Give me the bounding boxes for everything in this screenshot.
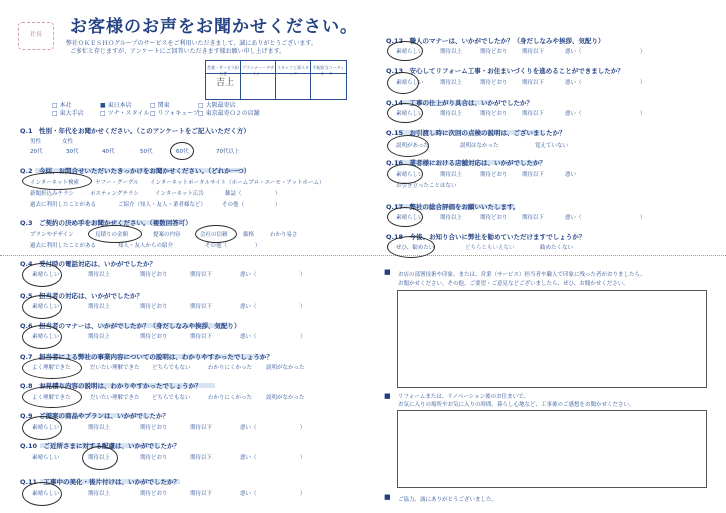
page-fold-line xyxy=(0,255,726,256)
rating-opt[interactable]: 悪い（ xyxy=(565,49,582,55)
handwritten-circle xyxy=(387,164,423,184)
q2-option-close: ） xyxy=(275,191,281,197)
handwritten-circle xyxy=(22,416,62,440)
q15-opt[interactable]: 説明はなかった xyxy=(460,143,499,149)
q1-age[interactable]: 70代以上 xyxy=(216,149,240,155)
handwritten-circle xyxy=(22,325,62,349)
handwritten-circle xyxy=(387,236,435,258)
comment2-bullet: ■ xyxy=(384,392,391,400)
q16-opt[interactable]: お引き立ったことはない xyxy=(396,183,457,189)
rating-opt[interactable]: 素晴らしい xyxy=(32,455,60,461)
rating-opt[interactable]: 悪い（ xyxy=(565,111,582,117)
rating-opt[interactable]: 期待どおり xyxy=(480,111,508,117)
staff-cell xyxy=(311,61,346,99)
q2-option[interactable]: 過去に利用したことがある xyxy=(30,202,97,208)
q8-label: Q.8 お見積り内容の説明は、わかりやすかったでしょうか？ xyxy=(20,382,202,390)
rating-opt[interactable]: 素晴らしい xyxy=(32,491,60,497)
rating-opt[interactable]: 期待以下 xyxy=(522,111,545,117)
rating-opt[interactable]: 期待どおり xyxy=(140,304,168,310)
rating-close: ） xyxy=(640,215,646,221)
q2-option[interactable]: 新聞折込みチラシ xyxy=(30,191,75,197)
rating-opt[interactable]: 素晴らしい xyxy=(396,80,424,86)
rating-opt[interactable]: 期待どおり xyxy=(480,215,508,221)
handwritten-circle xyxy=(170,142,194,160)
rating-opt[interactable]: 素晴らしい xyxy=(396,111,424,117)
q2-option[interactable]: ポスティングチラシ xyxy=(90,191,139,197)
q16-opt[interactable]: 期待どおり xyxy=(480,172,508,178)
handwritten-circle xyxy=(387,72,419,94)
q1-age[interactable]: 20代 xyxy=(30,149,43,155)
rating-close: ） xyxy=(300,272,306,278)
staff-col-label: 手配担当コーディネーター xyxy=(312,65,345,76)
q16-label: Q.16 業者様における店舗対応は、いかがでしたか？ xyxy=(386,159,547,167)
rating-opt[interactable]: 期待以上 xyxy=(88,491,111,497)
comment1-bullet: ■ xyxy=(384,268,391,276)
staff-cell xyxy=(276,61,311,99)
rating-opt[interactable]: 期待以上 xyxy=(88,425,111,431)
corner-stamp: 社長 xyxy=(18,22,54,50)
rating-opt[interactable]: 期待どおり xyxy=(140,425,168,431)
comment1-textarea[interactable] xyxy=(397,290,707,388)
rating-opt[interactable]: 期待以下 xyxy=(190,334,213,340)
q14-label: Q.14 工事の仕上がり具合は、いかがでしたか？ xyxy=(386,99,534,107)
rating-opt[interactable]: 期待どおり xyxy=(140,455,168,461)
handwritten-circle xyxy=(22,357,82,379)
rating-opt[interactable]: 悪い（ xyxy=(240,272,257,278)
q18-opt[interactable]: どちらともいえない xyxy=(465,245,515,251)
rating-opt[interactable]: 素晴らしい xyxy=(32,425,60,431)
q18-label: Q.18 今後、お知り合いに弊社を勧めていただけますでしょうか？ xyxy=(386,233,586,241)
rating-opt[interactable]: 期待以下 xyxy=(190,455,213,461)
clarity-opt[interactable]: 説明がなかった xyxy=(266,365,305,371)
q3-option[interactable]: プランやデザイン xyxy=(30,232,74,238)
rating-opt[interactable]: 期待以上 xyxy=(88,272,111,278)
rating-opt[interactable]: 期待どおり xyxy=(140,491,168,497)
staff-grid xyxy=(205,60,347,100)
q1-age[interactable]: 50代 xyxy=(140,149,153,155)
rating-opt[interactable]: 期待以下 xyxy=(522,49,545,55)
q1-gender-female[interactable]: 女性 xyxy=(62,139,74,145)
handwritten-circle xyxy=(22,386,82,408)
rating-opt[interactable]: 素晴らしい xyxy=(32,334,60,340)
q1-age[interactable]: 40代 xyxy=(102,149,115,155)
clarity-opt[interactable]: だいたい理解できた xyxy=(90,365,140,371)
clarity-opt[interactable]: どちらでもない xyxy=(152,365,191,371)
q2-option[interactable]: インターネットポータルサイト（ホームプロ・スーモ・アットホーム） xyxy=(150,180,325,186)
q3-option[interactable]: 提案の内容 xyxy=(153,232,181,238)
q2-label: Q.2 今回、お問合せいただいたきっかけをお聞かせください。（どれか一つ） xyxy=(20,167,251,175)
comment1-line2: お聞かせください。その他、ご要望・ご意見などございましたら、ぜひ、お聞かせください。 xyxy=(398,281,629,287)
rating-opt[interactable]: 期待以上 xyxy=(440,215,463,221)
comment2-textarea[interactable] xyxy=(397,410,707,488)
rating-opt[interactable]: 悪い（ xyxy=(240,491,257,497)
q7-label: Q.7 担当者による弊社の事業内容についての説明は、わかりやすかったでしょうか？ xyxy=(20,353,273,361)
rating-opt[interactable]: 期待以下 xyxy=(522,80,545,86)
q2-option[interactable]: ご紹介（知人・友人・業者様など） xyxy=(118,202,207,208)
rating-opt[interactable]: 期待以下 xyxy=(190,304,213,310)
q1-label: Q.1 性別・年代をお聞かせください。（このアンケートをご記入いただく方） xyxy=(20,127,250,135)
rating-opt[interactable]: 期待以下 xyxy=(190,425,213,431)
handwritten-circle xyxy=(22,295,62,319)
rating-opt[interactable]: 悪い（ xyxy=(565,80,582,86)
intro-line-2: ご多忙と存じますが、アンケートにご回答いただきます様お願い申し上げます。 xyxy=(70,48,286,55)
staff-cell xyxy=(241,61,276,99)
clarity-opt[interactable]: わかりにくかった xyxy=(208,395,253,401)
rating-close: ） xyxy=(640,80,646,86)
q1-age[interactable]: 60代 xyxy=(176,149,189,155)
handwritten-staff-name: 吉上 xyxy=(216,78,235,88)
rating-close: ） xyxy=(640,49,646,55)
area-check[interactable]: □ 東大手店 xyxy=(52,110,84,117)
clarity-opt[interactable]: 説明がなかった xyxy=(266,395,305,401)
handwritten-circle xyxy=(195,225,237,243)
q15-label: Q.15 お引渡し時に次回の点検の説明は、ございましたか？ xyxy=(386,129,566,137)
handwritten-circle xyxy=(22,263,62,287)
rating-close: ） xyxy=(300,304,306,310)
area-check[interactable]: □ 東京最寄Ｏ２の店舗 xyxy=(198,110,260,117)
q13-label: Q.13 安心してリフォーム工事・お住まいづくりを進めることができましたか？ xyxy=(386,67,624,75)
comment2-line1: リフォームまたは、リノベーション後のお住まいで、 xyxy=(398,394,529,400)
rating-opt[interactable]: 素晴らしい xyxy=(396,215,424,221)
rating-opt[interactable]: 期待以上 xyxy=(88,455,111,461)
page-title: お客様のお声をお聞かせください。 xyxy=(70,17,358,37)
q18-opt[interactable]: ぜひ、勧めたい xyxy=(396,245,435,251)
q3-option[interactable]: 見積りの金額 xyxy=(95,232,129,238)
rating-opt[interactable]: 素晴らしい xyxy=(32,304,60,310)
rating-close: ） xyxy=(300,425,306,431)
rating-opt[interactable]: 期待以下 xyxy=(190,272,213,278)
staff-cell xyxy=(206,61,241,99)
q1-gender-male[interactable]: 男性 xyxy=(30,139,42,145)
rating-opt[interactable]: 素晴らしい xyxy=(32,272,60,278)
rating-opt[interactable]: 期待以下 xyxy=(522,215,545,221)
rating-close: ） xyxy=(300,455,306,461)
q10-label: Q.10 ご近所さまに対する配慮は、いかがでしたか？ xyxy=(20,442,181,450)
q3-option[interactable]: 価格 xyxy=(243,232,255,238)
comment2-line2: お気に入りの場所やお気に入りの時間、暮らし心地など、工事後のご感想をお聞かせください。 xyxy=(398,402,635,408)
q12-label: Q.12 職人のマナーは、いかがでしたか？（身だしなみや挨拶、気配り） xyxy=(386,37,605,45)
rating-opt[interactable]: 悪い（ xyxy=(565,215,582,221)
intro-line-1: 弊社ＯＫＥＳＨＯグループのサービスをご利用いただきまして、誠にありがとうございます。 xyxy=(66,40,317,47)
q5-label: Q.5 担当者の対応は、いかがでしたか？ xyxy=(20,292,144,300)
rating-opt[interactable]: 悪い（ xyxy=(240,334,257,340)
handwritten-circle xyxy=(387,103,423,123)
clarity-opt[interactable]: だいたい理解できた xyxy=(90,395,140,401)
q3-option[interactable]: その他（ xyxy=(205,243,228,249)
rating-opt[interactable]: 悪い（ xyxy=(240,304,257,310)
q3-option[interactable]: わかり易さ xyxy=(270,232,298,238)
rating-close: ） xyxy=(300,491,306,497)
rating-opt[interactable]: 期待どおり xyxy=(480,80,508,86)
clarity-opt[interactable]: どちらでもない xyxy=(152,395,191,401)
area-check[interactable]: □ 関東 xyxy=(150,102,170,109)
handwritten-circle xyxy=(88,225,142,243)
q15-opt[interactable]: 覚えていない xyxy=(535,143,569,149)
q16-opt[interactable]: 悪い xyxy=(565,172,577,178)
clarity-opt[interactable]: よく理解できた xyxy=(32,365,71,371)
q2-option[interactable]: インターネット検索 xyxy=(30,180,80,186)
q17-label: Q.17 弊社の総合評価をお願いいたします。 xyxy=(386,203,520,211)
q15-opt[interactable]: 説明があった xyxy=(396,143,429,149)
q3-option[interactable]: 知人・友人からの紹介 xyxy=(118,243,174,249)
q2-option[interactable]: インターネット広告 xyxy=(155,191,205,197)
q11-label: Q.11 工事中の美化・後片付けは、いかがでしたか？ xyxy=(20,478,181,486)
rating-opt[interactable]: 期待以下 xyxy=(190,491,213,497)
q2-option[interactable]: その他（ xyxy=(222,202,245,208)
q2-option[interactable]: 雑誌（ xyxy=(225,191,242,197)
rating-opt[interactable]: 悪い（ xyxy=(240,455,257,461)
clarity-opt[interactable]: わかりにくかった xyxy=(208,365,253,371)
staff-col-label: スタッフ工事スタッフ xyxy=(277,65,309,76)
q3-option-close: ） xyxy=(255,243,261,249)
rating-opt[interactable]: 期待以上 xyxy=(440,111,463,117)
q6-label: Q.6 担当者のマナーは、いかがでしたか？（身だしなみや挨拶、気配り） xyxy=(20,322,241,330)
rating-opt[interactable]: 期待以上 xyxy=(440,80,463,86)
handwritten-circle xyxy=(22,482,62,506)
area-check[interactable]: □ 本社 xyxy=(52,102,72,109)
handwritten-circle xyxy=(387,207,423,227)
q3-label: Q.3 ご契約の決め手をお聞かせください。（複数回答可） xyxy=(20,219,192,227)
comment1-line1: お店の部署技術や印象、または、営業（サービス）担当者や職人で印象に残った者がおりましたら、 xyxy=(398,272,646,278)
staff-col-label: 営業・サービス担当者 xyxy=(207,65,239,76)
rating-opt[interactable]: 期待どおり xyxy=(480,49,508,55)
rating-opt[interactable]: 素晴らしい xyxy=(396,49,424,55)
rating-opt[interactable]: 期待どおり xyxy=(140,334,168,340)
q3-option[interactable]: 過去に利用したことがある xyxy=(30,243,97,249)
q16-opt[interactable]: 期待以下 xyxy=(522,172,545,178)
rating-opt[interactable]: 悪い（ xyxy=(240,425,257,431)
area-check[interactable]: ■ 東日本店 xyxy=(100,102,132,109)
footer-thanks: ご協力、誠にありがとうございました。 xyxy=(398,497,498,503)
rating-close: ） xyxy=(640,111,646,117)
q4-label: Q.4 受付時の電話対応は、いかがでしたか？ xyxy=(20,260,157,268)
q18-opt[interactable]: 勧めたくない xyxy=(540,245,574,251)
area-check[interactable]: □ 大阪最寄店 xyxy=(198,102,236,109)
rating-opt[interactable]: 期待以上 xyxy=(88,304,111,310)
rating-opt[interactable]: 期待どおり xyxy=(140,272,168,278)
rating-opt[interactable]: 期待以上 xyxy=(88,334,111,340)
handwritten-circle xyxy=(22,172,92,190)
q16-opt[interactable]: 期待以上 xyxy=(440,172,463,178)
handwritten-circle xyxy=(387,135,429,157)
area-check[interactable]: □ リフォキューブ xyxy=(150,110,199,117)
rating-opt[interactable]: 期待以上 xyxy=(440,49,463,55)
q2-option-close: ） xyxy=(275,202,281,208)
q9-label: Q.9 ご提案の商品やプランは、いかがでしたか？ xyxy=(20,412,170,420)
handwritten-circle xyxy=(387,41,423,61)
rating-close: ） xyxy=(300,334,306,340)
q2-option[interactable]: ヤフー・グーグル xyxy=(95,180,139,186)
area-check[interactable]: □ ツナ・スタイル xyxy=(100,110,150,117)
handwritten-circle xyxy=(82,446,118,470)
q3-option[interactable]: 会社の信頼 xyxy=(200,232,228,238)
staff-col-label: プランナー・デザイナー xyxy=(242,65,274,76)
clarity-opt[interactable]: よく理解できた xyxy=(32,395,71,401)
q1-age[interactable]: 30代 xyxy=(66,149,79,155)
q16-opt[interactable]: 素晴らしい xyxy=(396,172,424,178)
footer-bullet: ■ xyxy=(384,493,391,501)
